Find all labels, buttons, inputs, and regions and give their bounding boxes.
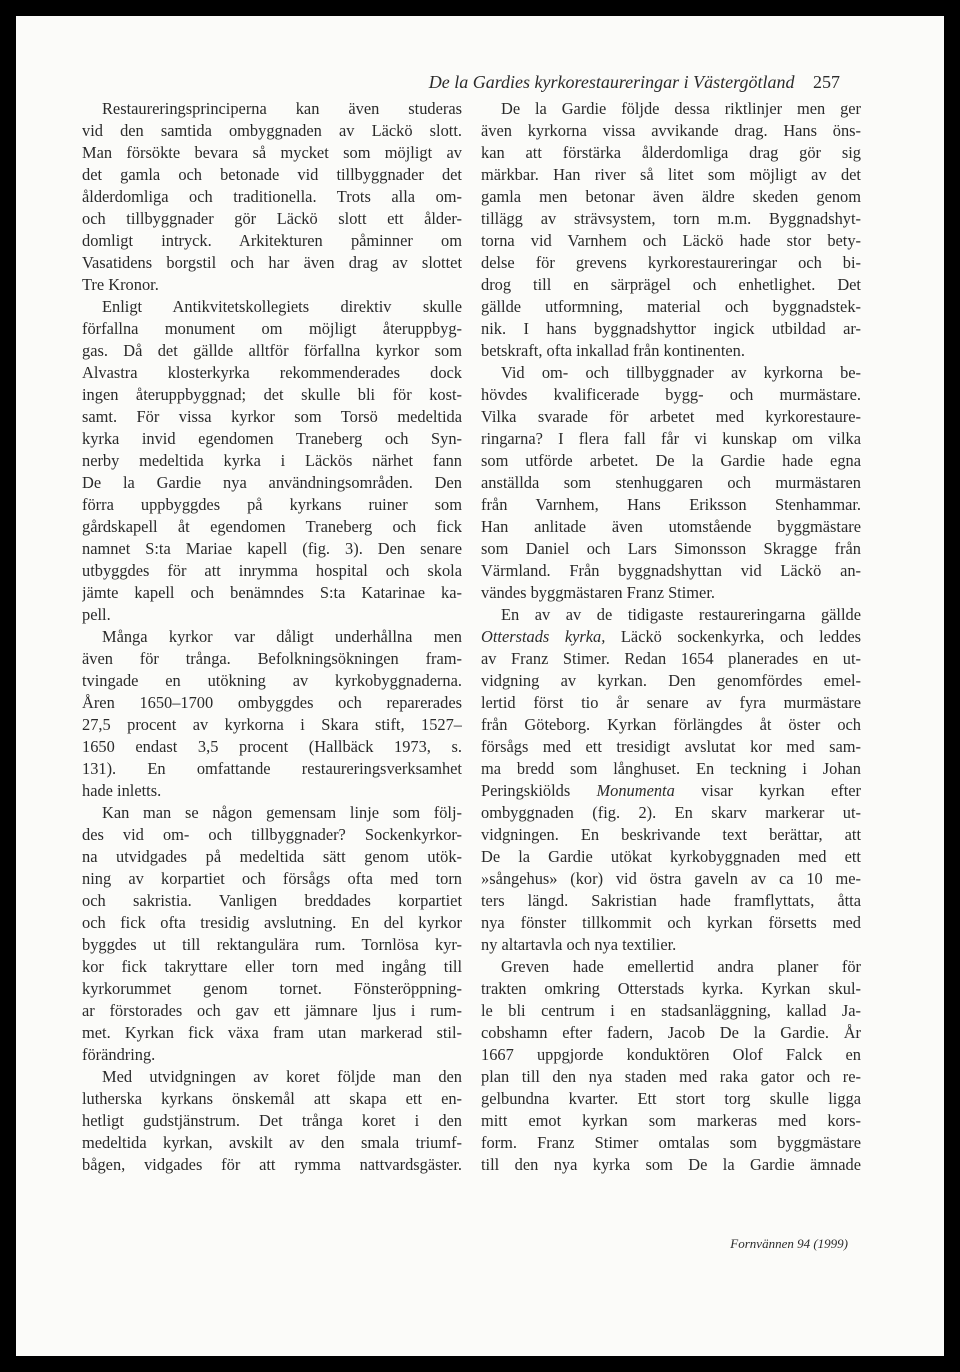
text-run: märkbar. Han river så litet som möjligt av det xyxy=(481,165,861,184)
text-line xyxy=(82,802,462,824)
text-run: till den nya kyrka som De la Gardie ämnade xyxy=(481,1155,861,1174)
text-line xyxy=(481,1110,861,1132)
text-run: gällde utformning, material och byggnadstek- xyxy=(481,297,861,316)
text-line xyxy=(481,824,861,846)
text-line xyxy=(82,208,462,230)
text-line xyxy=(481,758,861,780)
text-line xyxy=(481,516,861,538)
text-line xyxy=(82,714,462,736)
text-run: Alvastra klosterkyrka rekommenderades dock xyxy=(82,363,462,382)
text-run: plan till den nya staden med raka gator och re- xyxy=(481,1067,861,1086)
text-run: förra uppbyggdes på kyrkans ruiner som xyxy=(82,495,462,514)
text-line xyxy=(82,560,462,582)
text-line xyxy=(82,362,462,384)
text-run: Vid om- och tillbyggnader av kyrkorna be- xyxy=(501,363,861,382)
text-run: ning av korpartiet och försågs ofta med torn xyxy=(82,869,462,888)
text-line xyxy=(481,230,861,252)
text-run: Greven hade emellertid andra planer för xyxy=(501,957,861,976)
text-line xyxy=(481,890,861,912)
text-line xyxy=(82,582,462,604)
text-line xyxy=(82,164,462,186)
text-line xyxy=(481,956,861,978)
text-line xyxy=(481,494,861,516)
text-run: des vid om- och tillbyggnader? Sockenkyrkor- xyxy=(82,825,462,844)
text-line xyxy=(82,274,462,296)
text-run: namnet S:ta Mariae kapell (fig. 3). Den senare xyxy=(82,539,462,558)
text-run: cobshamn efter fadern, Jacob De la Gardie. År xyxy=(481,1023,861,1042)
text-run: betskraft, ofta inkallad från kontinenten. xyxy=(481,341,745,360)
text-run: jämte kapell och benämndes S:ta Katarinae ka- xyxy=(82,583,462,602)
text-line xyxy=(481,692,861,714)
text-run: Restaureringsprinciperna kan även studeras xyxy=(102,99,462,118)
text-line xyxy=(82,978,462,1000)
text-line xyxy=(481,1154,861,1176)
text-line xyxy=(82,868,462,890)
text-run: gårdskapell åt egendomen Traneberg och fick xyxy=(82,517,462,536)
text-run: av Franz Stimer. Redan 1654 planerades en ut- xyxy=(481,649,861,668)
text-run: Många kyrkor var dåligt underhållna men xyxy=(102,627,462,646)
text-line xyxy=(82,846,462,868)
text-run: 131). En omfattande restaureringsverksamhet xyxy=(82,759,462,778)
text-line xyxy=(82,472,462,494)
text-run: gas. Då det gällde alltför förfallna kyrkor som xyxy=(82,341,462,360)
text-run: ma bredd som långhuset. En teckning i Johan xyxy=(481,759,861,778)
text-run: ny altartavla och nya textilier. xyxy=(481,935,677,954)
text-line xyxy=(481,1000,861,1022)
text-line xyxy=(481,780,861,802)
text-line xyxy=(82,736,462,758)
text-run: kyrkorummet genom tornet. Fönsteröppning- xyxy=(82,979,462,998)
text-line xyxy=(82,1044,462,1066)
text-line xyxy=(82,296,462,318)
text-line xyxy=(82,1154,462,1176)
page-number: 257 xyxy=(813,72,840,92)
text-run: och fick ofta tresidig avslutning. En del kyrkor xyxy=(82,913,462,932)
text-run: Åren 1650–1700 ombyggdes och reparerades xyxy=(82,693,462,712)
text-run: som Daniel och Lars Simonsson Skragge från xyxy=(481,539,861,558)
text-run: ålderdomliga och traditionella. Trots alla om- xyxy=(82,187,462,206)
text-run: pell. xyxy=(82,605,111,624)
text-line xyxy=(82,1022,462,1044)
text-line xyxy=(481,296,861,318)
running-header xyxy=(429,72,840,93)
text-line xyxy=(82,516,462,538)
text-line xyxy=(481,428,861,450)
text-run: nerby medeltida kyrka i Läckös närhet fann xyxy=(82,451,462,470)
text-run: ar förstorades och gav ett jämnare ljus i rum- xyxy=(82,1001,462,1020)
text-line xyxy=(82,1000,462,1022)
text-run: De la Gardie nya användningsområden. Den xyxy=(82,473,462,492)
text-run: anställda som stenhuggaren och murmästaren xyxy=(481,473,861,492)
text-run: vidgningen. En beskrivande text berättar, att xyxy=(481,825,861,844)
text-run: och sakristia. Vanligen breddades korpartiet xyxy=(82,891,462,910)
text-line xyxy=(82,450,462,472)
text-run: nik. I hans byggnadshyttor ingick utbildad ar- xyxy=(481,319,861,338)
text-run: bågen, vidgades för att rymma nattvardsgäster. xyxy=(82,1155,462,1174)
text-line xyxy=(82,780,462,802)
text-line xyxy=(82,252,462,274)
text-line xyxy=(82,824,462,846)
text-line xyxy=(481,406,861,428)
text-line xyxy=(481,274,861,296)
text-run: Tre Kronor. xyxy=(82,275,159,294)
text-line xyxy=(481,648,861,670)
page xyxy=(16,16,944,1356)
text-line xyxy=(481,560,861,582)
text-run: 1667 uppgjorde konduktören Olof Falck en xyxy=(481,1045,861,1064)
journal-footer: Fornvännen 94 (1999) xyxy=(730,1236,848,1251)
text-run: 1650 endast 3,5 procent (Hallbäck 1973, s. xyxy=(82,737,462,756)
text-run: form. Franz Stimer omtalas som byggmästare xyxy=(481,1133,861,1152)
text-line xyxy=(481,1044,861,1066)
text-run: domligt intryck. Arkitekturen påminner om xyxy=(82,231,462,250)
text-run: som utförde arbetet. De la Gardie hade egna xyxy=(481,451,861,470)
text-line xyxy=(82,186,462,208)
text-line xyxy=(481,978,861,1000)
text-line xyxy=(481,252,861,274)
text-run: vid den samtida ombyggnaden av Läckö slott. xyxy=(82,121,462,140)
text-line xyxy=(481,164,861,186)
text-line xyxy=(481,538,861,560)
text-line xyxy=(82,538,462,560)
text-line xyxy=(82,626,462,648)
text-line xyxy=(82,340,462,362)
text-line xyxy=(481,1022,861,1044)
text-run: Läckö sockenkyrka, och leddes xyxy=(605,627,861,646)
text-line xyxy=(481,912,861,934)
text-run: Enligt Antikvitetskollegiets direktiv skulle xyxy=(102,297,462,316)
right-column xyxy=(481,98,861,1176)
text-line xyxy=(82,1110,462,1132)
text-run: tillägg av strävsystem, torn m.m. Byggnadshyt- xyxy=(481,209,861,228)
italic-title: Monumenta xyxy=(596,781,675,800)
text-run: trakten omkring Otterstads kyrka. Kyrkan skul- xyxy=(481,979,861,998)
text-run: tvingade en utökning av kyrkobyggnaderna. xyxy=(82,671,462,690)
text-line xyxy=(82,956,462,978)
text-run: lutherska kyrkans önskemål att skapa ett en- xyxy=(82,1089,462,1108)
text-line xyxy=(82,1088,462,1110)
text-line xyxy=(82,230,462,252)
text-run: torna vid Varnhem och Läckö hade stor bety- xyxy=(481,231,861,250)
text-run: nya fönster tillkommit och kyrkan försetts med xyxy=(481,913,861,932)
text-line xyxy=(481,714,861,736)
text-line xyxy=(481,362,861,384)
text-line xyxy=(82,670,462,692)
text-run: det gamla och betonade vid tillbyggnader det xyxy=(82,165,462,184)
text-line xyxy=(481,1066,861,1088)
text-run: delse för grevens kyrkorestaureringar och bi- xyxy=(481,253,861,272)
text-run: utbyggdes för att inrymma hospital och skola xyxy=(82,561,462,580)
left-column xyxy=(82,98,462,1176)
text-line xyxy=(481,142,861,164)
running-title: De la Gardies kyrkorestaureringar i Västergötland xyxy=(428,72,795,92)
text-line xyxy=(82,406,462,428)
text-run: Med utvidgningen av koret följde man den xyxy=(102,1067,462,1086)
text-run: ringarna? I flera fall får vi kunskap om vilka xyxy=(481,429,861,448)
text-line xyxy=(82,142,462,164)
text-run: kyrka invid egendomen Traneberg och Syn- xyxy=(82,429,462,448)
text-run: hetligt gudstjänstrum. Det trånga koret i den xyxy=(82,1111,462,1130)
text-line xyxy=(481,450,861,472)
text-line xyxy=(82,934,462,956)
text-run: drog till en särprägel och enhetlighet. Det xyxy=(481,275,861,294)
text-line xyxy=(481,846,861,868)
text-line xyxy=(82,494,462,516)
text-run: även kyrkorna vissa avvikande drag. Hans öns- xyxy=(481,121,861,140)
text-line xyxy=(481,1132,861,1154)
text-line xyxy=(481,868,861,890)
text-run: ingen återuppbyggnad; det skulle bli för kost- xyxy=(82,385,462,404)
text-line xyxy=(82,98,462,120)
text-run: vidgning av kyrkan. Den genomfördes emel- xyxy=(481,671,861,690)
text-run: Vasatidens borgstil och har även drag av slottet xyxy=(82,253,462,272)
text-run: förändring. xyxy=(82,1045,156,1064)
text-line xyxy=(82,318,462,340)
text-run: från Varnhem, Hans Eriksson Stenhammar. xyxy=(481,495,861,514)
text-line xyxy=(82,912,462,934)
text-run: Peringskiölds xyxy=(481,781,597,800)
text-line xyxy=(82,120,462,142)
text-run: hade inletts. xyxy=(82,781,162,800)
text-line xyxy=(82,604,462,626)
text-line xyxy=(481,186,861,208)
text-run: Värmland. Från byggnadshyttan vid Läckö an- xyxy=(481,561,861,580)
text-run: »sångehus» (kor) vid östra gaveln av ca 10 me- xyxy=(481,869,861,888)
text-run: Vilka svarade för arbetet med kyrkorestaure- xyxy=(481,407,861,426)
text-line xyxy=(82,428,462,450)
text-run: gelbundna kvarter. Ett stort torg skulle ligga xyxy=(481,1089,861,1108)
text-run: förfallna monument om möjligt återuppbyg- xyxy=(82,319,462,338)
text-run: vändes byggmästaren Franz Stimer. xyxy=(481,583,715,602)
text-run: le bli centrum i en stadsanläggning, kallad Ja- xyxy=(481,1001,861,1020)
text-run: även för trånga. Befolkningsökningen fram- xyxy=(82,649,462,668)
text-run: från Göteborg. Kyrkan förlängdes åt öster och xyxy=(481,715,861,734)
text-run: mitt emot kyrkan som markeras med kors- xyxy=(481,1111,861,1130)
text-line xyxy=(82,384,462,406)
text-run: ters längd. Sakristian hade framflyttats, åtta xyxy=(481,891,861,910)
text-line xyxy=(481,604,861,626)
text-run: ombyggnaden (fig. 2). En skarv markerar ut- xyxy=(481,803,861,822)
text-line xyxy=(82,1132,462,1154)
text-run: visar kyrkan efter xyxy=(674,781,861,800)
text-line xyxy=(481,472,861,494)
text-run: Man försökte bevara så mycket som möjligt av xyxy=(82,143,462,162)
text-line xyxy=(481,318,861,340)
text-run: Han anlitade även utomstående byggmästare xyxy=(481,517,861,536)
italic-title: Otterstads kyrka, xyxy=(481,627,606,646)
text-line xyxy=(481,384,861,406)
text-line xyxy=(481,802,861,824)
text-run: försågs med ett tresidigt avslutat kor med sam- xyxy=(481,737,861,756)
text-line xyxy=(481,934,861,956)
text-run: En av av de tidigaste restaureringarna gällde xyxy=(501,605,861,624)
text-line xyxy=(481,670,861,692)
text-run: na utvidgades på medeltida sätt genom utök- xyxy=(82,847,462,866)
text-line xyxy=(82,758,462,780)
text-run: Kan man se någon gemensam linje som följ- xyxy=(102,803,462,822)
text-run: medeltida kyrkan, avskilt av den smala triumf- xyxy=(82,1133,462,1152)
text-run: samt. För vissa kyrkor som Torsö medeltida xyxy=(82,407,462,426)
text-run: 27,5 procent av kyrkorna i Skara stift, 1527– xyxy=(82,715,462,734)
text-run: hövdes kvalificerade bygg- och murmästare. xyxy=(481,385,861,404)
text-line xyxy=(481,626,861,648)
text-run: De la Gardie följde dessa riktlinjer men ger xyxy=(501,99,861,118)
text-run: met. Kyrkan fick växa fram utan markerad stil- xyxy=(82,1023,462,1042)
text-line xyxy=(481,582,861,604)
text-line xyxy=(481,98,861,120)
text-line xyxy=(481,120,861,142)
text-run: kor fick takryttare eller torn med ingång till xyxy=(82,957,462,976)
text-line xyxy=(481,208,861,230)
text-line xyxy=(481,1088,861,1110)
text-run: gamla men betonar även äldre skeden genom xyxy=(481,187,861,206)
text-line xyxy=(481,736,861,758)
text-line xyxy=(82,648,462,670)
text-run: De la Gardie utökat kyrkobyggnaden med ett xyxy=(481,847,861,866)
text-line xyxy=(82,692,462,714)
text-line xyxy=(481,340,861,362)
text-line xyxy=(82,890,462,912)
text-line xyxy=(82,1066,462,1088)
text-run: och tillbyggnader gör Läckö slott ett ålder- xyxy=(82,209,462,228)
text-run: byggdes ut till rektangulära rum. Tornlösa kyr- xyxy=(82,935,462,954)
text-run: lertid först tio år senare av fyra murmästare xyxy=(481,693,861,712)
text-run: kan att förstärka ålderdomliga drag gör sig xyxy=(481,143,861,162)
